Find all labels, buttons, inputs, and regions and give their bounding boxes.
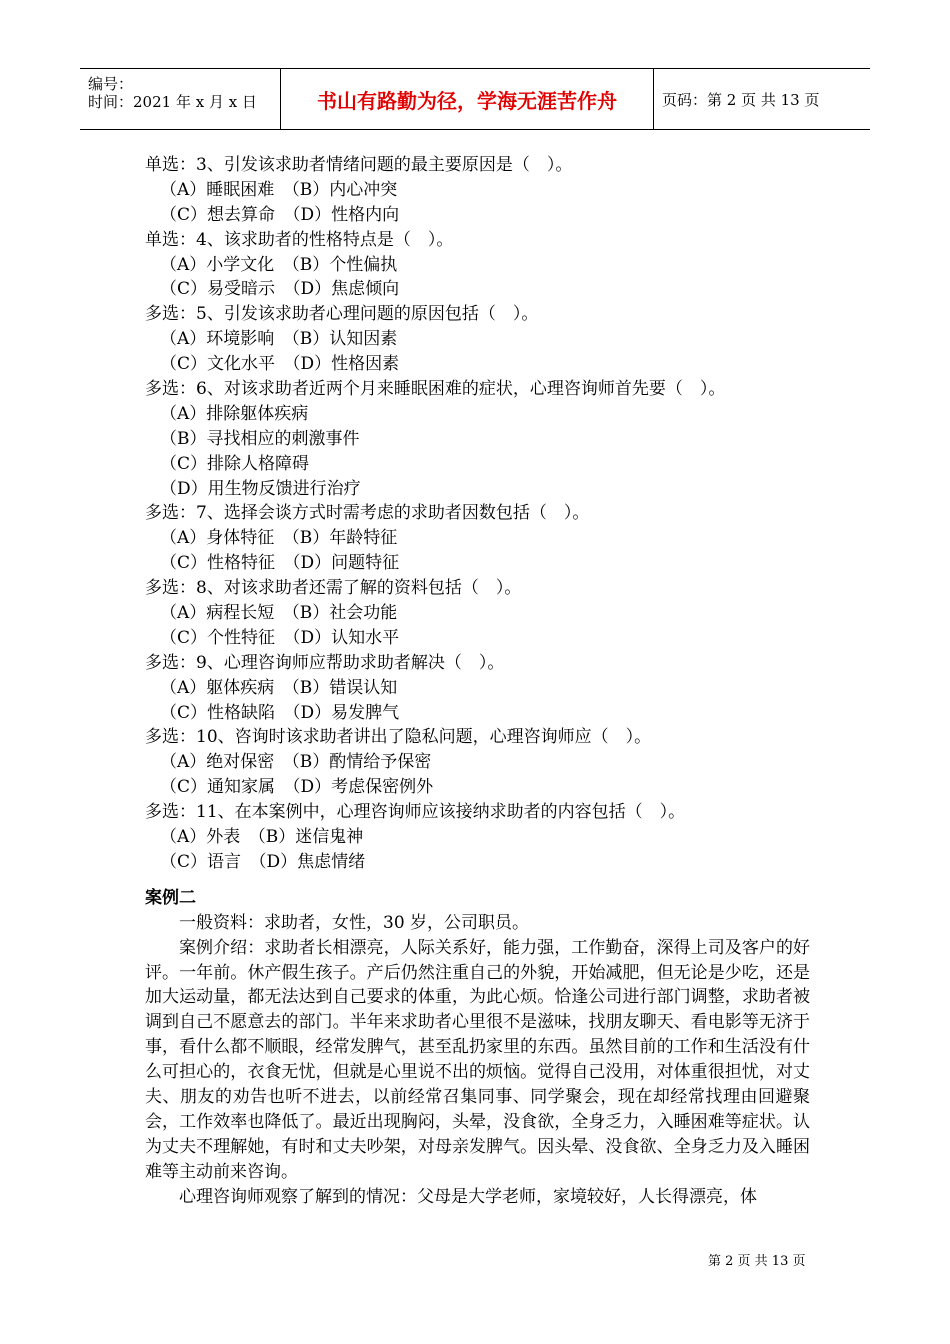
- question-option: （C）性格缺陷 （D）易发脾气: [160, 702, 400, 723]
- header-motto-cell: [281, 69, 654, 129]
- question-option: （C）个性特征 （D）认知水平: [160, 627, 400, 648]
- question-block: [145, 302, 810, 377]
- question-block: [145, 800, 810, 875]
- time-label: 时间：2021 年 x 月 x 日: [88, 93, 257, 111]
- question-option: （C）排除人格障碍: [160, 453, 310, 474]
- question-option: （A）躯体疾病 （B）错误认知: [160, 677, 398, 698]
- question-stem: 多选：6、对该求助者近两个月来睡眠困难的症状，心理咨询师首先要（ ）。: [145, 379, 726, 400]
- header-meta: [80, 69, 281, 129]
- question-option: （A）排除躯体疾病: [160, 403, 309, 424]
- question-block: [145, 501, 810, 576]
- case-intro-paragraph: 案例介绍：求助者长相漂亮，人际关系好，能力强，工作勤奋，深得上司及客户的好评。一年前。休产假生孩子。产后仍然注重自己的外貌，开始减肥，但无论是少吃，还是加大运动量，都无法达到自己要求的体重，为此心烦。恰逢公司进行部门调整，求助者被调到自己不愿意去的部门。半年来求助者心里很不是滋味，找朋友聊天、看电影等无济于事，看什么都不顺眼，经常发脾气，甚至乱扔家里的东西。虽然目前的工作和生活没有什么可担心的，衣食无忧，但就是心里说不出的烦恼。觉得自己没用，对体重很担忧，对丈夫、朋友的劝告也听不进去，以前经常召集同事、同学聚会，现在却经常找理由回避聚会，工作效率也降低了。最近出现胸闷，头晕，没食欲，全身乏力，入睡困难等症状。认为丈夫不理解她，有时和丈夫吵架，对母亲发脾气。因头晕、没食欲、全身乏力及入睡困难等主动前来咨询。: [145, 937, 810, 1182]
- question-option: （A）外表 （B）迷信鬼神: [160, 827, 364, 848]
- page-header: [80, 68, 870, 130]
- question-option: （A）环境影响 （B）认知因素: [160, 329, 398, 350]
- question-block: [145, 228, 810, 303]
- case-observation-paragraph: 心理咨询师观察了解到的情况：父母是大学老师，家境较好，人长得漂亮，体: [179, 1186, 757, 1207]
- motto: 书山有路勤为径，学海无涯苦作舟: [317, 89, 617, 113]
- question-stem: 单选：4、该求助者的性格特点是（ ）。: [145, 229, 454, 250]
- question-stem: 多选：7、选择会谈方式时需考虑的求助者因数包括（ ）。: [145, 503, 590, 524]
- page-footer: 第 2 页 共 13 页: [708, 1254, 806, 1269]
- document-body: [145, 153, 810, 1210]
- question-option: （C）文化水平 （D）性格因素: [160, 354, 400, 375]
- question-block: [145, 651, 810, 726]
- question-option: （C）想去算命 （D）性格内向: [160, 204, 400, 225]
- header-page-cell: [654, 69, 870, 129]
- question-stem: 多选：9、心理咨询师应帮助求助者解决（ ）。: [145, 652, 505, 673]
- case-general-info: 一般资料：求助者，女性，30 岁，公司职员。: [179, 912, 530, 933]
- question-option: （A）病程长短 （B）社会功能: [160, 603, 398, 624]
- question-block: [145, 576, 810, 651]
- question-stem: 多选：5、引发该求助者心理问题的原因包括（ ）。: [145, 304, 539, 325]
- question-stem: 多选：8、对该求助者还需了解的资料包括（ ）。: [145, 578, 522, 599]
- question-option: （B）寻找相应的刺激事件: [160, 428, 360, 449]
- question-option: （D）用生物反馈进行治疗: [160, 478, 361, 499]
- question-option: （A）睡眠困难 （B）内心冲突: [160, 179, 398, 200]
- question-block: [145, 725, 810, 800]
- question-block: [145, 153, 810, 228]
- case-title: 案例二: [145, 887, 196, 908]
- question-option: （A）小学文化 （B）个性偏执: [160, 254, 398, 275]
- question-stem: 单选：3、引发该求助者情绪问题的最主要原因是（ ）。: [145, 155, 573, 175]
- question-option: （C）语言 （D）焦虑情绪: [160, 851, 366, 872]
- question-option: （C）性格特征 （D）问题特征: [160, 553, 400, 574]
- question-block: [145, 377, 810, 501]
- question-stem: 多选：11、在本案例中，心理咨询师应该接纳求助者的内容包括（ ）。: [145, 802, 686, 823]
- question-option: （C）通知家属 （D）考虑保密例外: [160, 777, 434, 798]
- question-stem: 多选：10、咨询时该求助者讲出了隐私问题，心理咨询师应（ ）。: [145, 727, 652, 748]
- page-label: 页码：第 2 页 共 13 页: [662, 91, 820, 109]
- question-option: （C）易受暗示 （D）焦虑倾向: [160, 279, 400, 300]
- number-label: 编号：: [88, 75, 134, 93]
- question-option: （A）身体特征 （B）年龄特征: [160, 528, 398, 549]
- question-option: （A）绝对保密 （B）酌情给予保密: [160, 752, 432, 773]
